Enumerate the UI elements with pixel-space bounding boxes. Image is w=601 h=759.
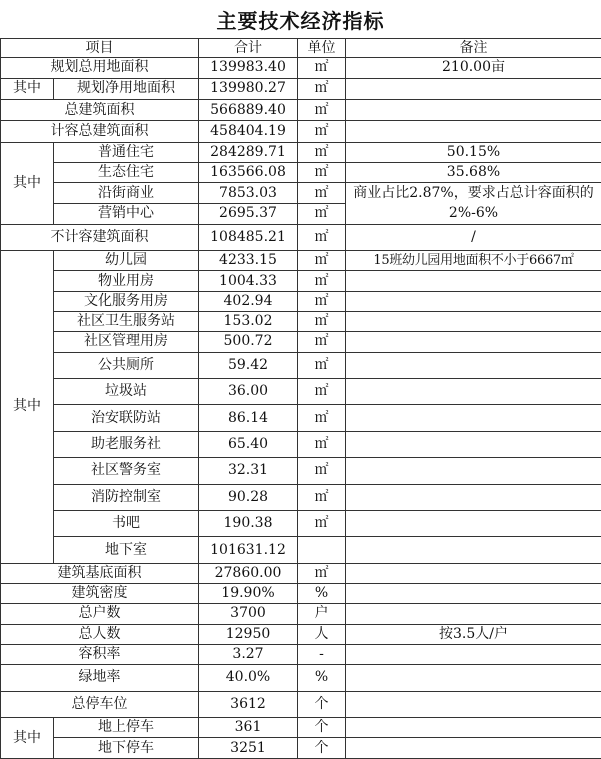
header-note: 备注 — [346, 39, 601, 58]
row-label: 营销中心 — [54, 203, 199, 224]
row-note — [346, 665, 601, 691]
row-label: 沿街商业 — [54, 183, 199, 204]
row-label: 助老服务社 — [54, 431, 199, 457]
row-label: 建筑密度 — [1, 584, 199, 604]
row-note: 商业占比2.87%，要求占总计容面积的2%-6% — [346, 183, 601, 225]
row-label: 书吧 — [54, 510, 199, 536]
row-note — [346, 458, 601, 484]
row-unit: ㎡ — [298, 379, 346, 405]
header-total: 合计 — [199, 39, 298, 58]
row-unit: 户 — [298, 604, 346, 624]
row-label: 计容总建筑面积 — [1, 121, 199, 142]
group-label: 其中 — [1, 251, 54, 564]
row-unit: ㎡ — [298, 332, 346, 352]
row-note — [346, 121, 601, 142]
row-unit: ㎡ — [298, 271, 346, 291]
row-label: 容积率 — [1, 644, 199, 664]
row-unit: % — [298, 584, 346, 604]
row-unit: ㎡ — [298, 510, 346, 536]
row-note — [346, 718, 601, 738]
row-label: 幼儿园 — [54, 251, 199, 271]
row-unit: ㎡ — [298, 484, 346, 510]
row-label: 普通住宅 — [54, 142, 199, 162]
row-value: 27860.00 — [199, 563, 298, 583]
row-label: 总户数 — [1, 604, 199, 624]
row-value: 139980.27 — [199, 78, 298, 99]
row-unit: ㎡ — [298, 563, 346, 583]
row-value: 7853.03 — [199, 183, 298, 204]
row-note: 35.68% — [346, 162, 601, 182]
row-value: 4233.15 — [199, 251, 298, 271]
row-unit: ㎡ — [298, 458, 346, 484]
row-note — [346, 484, 601, 510]
row-note — [346, 352, 601, 378]
row-note: / — [346, 224, 601, 250]
row-value: 3700 — [199, 604, 298, 624]
row-note: 15班幼儿园用地面积不小于6667㎡ — [346, 251, 601, 271]
row-note — [346, 563, 601, 583]
row-note — [346, 332, 601, 352]
row-value: 86.14 — [199, 405, 298, 431]
row-note: 按3.5人/户 — [346, 624, 601, 644]
row-label: 社区卫生服务站 — [54, 312, 199, 332]
row-unit: % — [298, 665, 346, 691]
row-label: 地上停车 — [54, 718, 199, 738]
row-unit: 个 — [298, 691, 346, 717]
row-value: 139983.40 — [199, 58, 298, 78]
row-label: 垃圾站 — [54, 379, 199, 405]
row-value: 458404.19 — [199, 121, 298, 142]
row-value: 1004.33 — [199, 271, 298, 291]
row-unit: ㎡ — [298, 142, 346, 162]
row-value: 12950 — [199, 624, 298, 644]
row-value: 19.90% — [199, 584, 298, 604]
row-value: 566889.40 — [199, 99, 298, 120]
row-value: 153.02 — [199, 312, 298, 332]
row-label: 消防控制室 — [54, 484, 199, 510]
group-label: 其中 — [1, 718, 54, 759]
row-note — [346, 537, 601, 563]
economic-indicators-table — [0, 38, 601, 759]
row-label: 地下停车 — [54, 738, 199, 759]
row-note — [346, 644, 601, 664]
row-unit: - — [298, 644, 346, 664]
row-note — [346, 99, 601, 120]
row-value: 3612 — [199, 691, 298, 717]
row-unit: 人 — [298, 624, 346, 644]
row-note — [346, 431, 601, 457]
group-label: 其中 — [1, 142, 54, 224]
row-label: 规划总用地面积 — [1, 58, 199, 78]
row-unit: ㎡ — [298, 183, 346, 204]
group-label: 其中 — [1, 78, 54, 99]
row-unit: ㎡ — [298, 203, 346, 224]
row-value: 361 — [199, 718, 298, 738]
row-value: 500.72 — [199, 332, 298, 352]
row-label: 社区警务室 — [54, 458, 199, 484]
row-label: 绿地率 — [1, 665, 199, 691]
row-label: 规划净用地面积 — [54, 78, 199, 99]
row-value: 32.31 — [199, 458, 298, 484]
row-value: 163566.08 — [199, 162, 298, 182]
row-unit: ㎡ — [298, 352, 346, 378]
row-value: 59.42 — [199, 352, 298, 378]
row-value: 36.00 — [199, 379, 298, 405]
row-unit: ㎡ — [298, 58, 346, 78]
row-value: 190.38 — [199, 510, 298, 536]
row-note — [346, 78, 601, 99]
row-note — [346, 510, 601, 536]
row-label: 生态住宅 — [54, 162, 199, 182]
row-unit: ㎡ — [298, 431, 346, 457]
row-note — [346, 312, 601, 332]
row-unit: 个 — [298, 718, 346, 738]
row-value: 3251 — [199, 738, 298, 759]
row-note — [346, 271, 601, 291]
table-title: 主要技术经济指标 — [216, 8, 385, 33]
row-unit: 个 — [298, 738, 346, 759]
row-unit — [298, 537, 346, 563]
row-unit: ㎡ — [298, 405, 346, 431]
row-value: 3.27 — [199, 644, 298, 664]
row-label: 社区管理用房 — [54, 332, 199, 352]
row-value: 2695.37 — [199, 203, 298, 224]
row-label: 建筑基底面积 — [1, 563, 199, 583]
row-label: 公共厕所 — [54, 352, 199, 378]
row-unit: ㎡ — [298, 251, 346, 271]
row-note — [346, 584, 601, 604]
row-value: 101631.12 — [199, 537, 298, 563]
row-note — [346, 738, 601, 759]
row-unit: ㎡ — [298, 312, 346, 332]
row-unit: ㎡ — [298, 162, 346, 182]
row-value: 90.28 — [199, 484, 298, 510]
row-unit: ㎡ — [298, 99, 346, 120]
row-label: 总建筑面积 — [1, 99, 199, 120]
row-value: 284289.71 — [199, 142, 298, 162]
row-note: 50.15% — [346, 142, 601, 162]
row-label: 物业用房 — [54, 271, 199, 291]
row-unit: ㎡ — [298, 224, 346, 250]
row-value: 65.40 — [199, 431, 298, 457]
row-label: 不计容建筑面积 — [1, 224, 199, 250]
row-unit: ㎡ — [298, 121, 346, 142]
row-label: 文化服务用房 — [54, 291, 199, 311]
header-item: 项目 — [1, 39, 199, 58]
row-unit: ㎡ — [298, 291, 346, 311]
header-unit: 单位 — [298, 39, 346, 58]
row-note — [346, 405, 601, 431]
row-note: 210.00亩 — [346, 58, 601, 78]
row-note — [346, 291, 601, 311]
row-note — [346, 379, 601, 405]
row-label: 治安联防站 — [54, 405, 199, 431]
row-label: 地下室 — [54, 537, 199, 563]
row-label: 总人数 — [1, 624, 199, 644]
row-label: 总停车位 — [1, 691, 199, 717]
row-value: 402.94 — [199, 291, 298, 311]
row-unit: ㎡ — [298, 78, 346, 99]
row-value: 108485.21 — [199, 224, 298, 250]
row-value: 40.0% — [199, 665, 298, 691]
row-note — [346, 604, 601, 624]
row-note — [346, 691, 601, 717]
